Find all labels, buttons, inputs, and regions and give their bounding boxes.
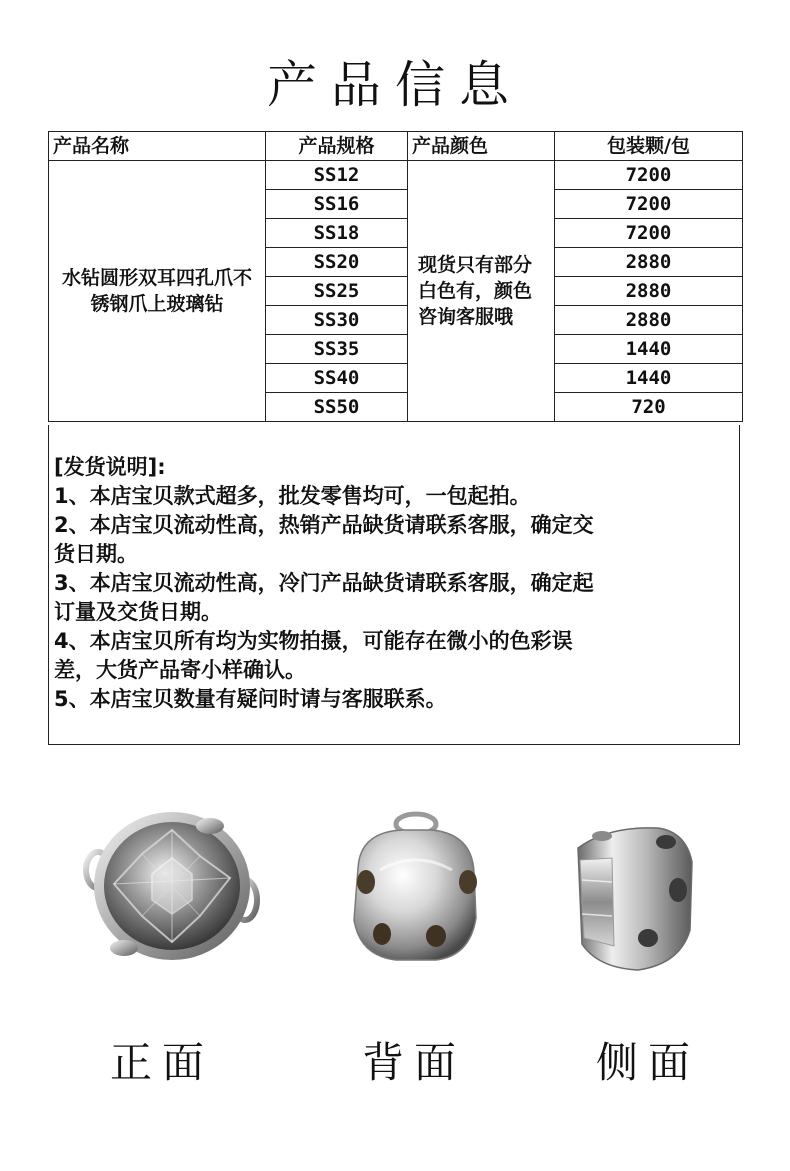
notes-line: 差，大货产品寄小样确认。 (54, 658, 306, 682)
spec-cell: SS25 (266, 277, 408, 306)
side-view-label: 侧面 (596, 1038, 701, 1087)
notes-heading: [发货说明]: (54, 455, 166, 479)
spec-cell: SS30 (266, 306, 408, 335)
back-view-label: 背面 (362, 1038, 467, 1087)
spec-cell: SS35 (266, 335, 408, 364)
table-row (49, 161, 743, 190)
qty-cell: 2880 (555, 306, 743, 335)
spec-cell: SS18 (266, 219, 408, 248)
color-note-cell: 现货只有部分白色有，颜色咨询客服哦 (408, 161, 555, 422)
notes-line: 3、本店宝贝流动性高，冷门产品缺货请联系客服，确定起 (54, 571, 594, 595)
qty-cell: 7200 (555, 219, 743, 248)
header-product-spec: 产品规格 (266, 132, 408, 161)
front-view-photo (80, 808, 265, 968)
notes-line: 1、本店宝贝款式超多，批发零售均可，一包起拍。 (54, 484, 531, 508)
qty-cell: 1440 (555, 335, 743, 364)
header-product-color: 产品颜色 (408, 132, 555, 161)
product-name-cell: 水钻圆形双耳四孔爪不锈钢爪上玻璃钻 (49, 161, 266, 422)
page-title: 产品信息 (267, 56, 523, 114)
spec-cell: SS16 (266, 190, 408, 219)
product-spec-table (48, 131, 743, 422)
notes-line: 5、本店宝贝数量有疑问时请与客服联系。 (54, 687, 447, 711)
notes-line: 4、本店宝贝所有均为实物拍摄，可能存在微小的色彩误 (54, 629, 573, 653)
notes-line: 2、本店宝贝流动性高，热销产品缺货请联系客服，确定交 (54, 513, 594, 537)
qty-cell: 2880 (555, 277, 743, 306)
shipping-notes (48, 425, 740, 745)
qty-cell: 1440 (555, 364, 743, 393)
spec-cell: SS12 (266, 161, 408, 190)
header-package-qty: 包装颗/包 (555, 132, 743, 161)
spec-cell: SS20 (266, 248, 408, 277)
back-view-photo (340, 810, 490, 970)
spec-cell: SS50 (266, 393, 408, 422)
qty-cell: 720 (555, 393, 743, 422)
front-view-label: 正面 (110, 1038, 215, 1087)
side-view-photo (568, 818, 698, 978)
table-header-row (49, 132, 743, 161)
notes-line: 订量及交货日期。 (54, 600, 222, 624)
qty-cell: 7200 (555, 190, 743, 219)
qty-cell: 7200 (555, 161, 743, 190)
notes-line: 货日期。 (54, 542, 138, 566)
spec-cell: SS40 (266, 364, 408, 393)
header-product-name: 产品名称 (49, 132, 266, 161)
qty-cell: 2880 (555, 248, 743, 277)
